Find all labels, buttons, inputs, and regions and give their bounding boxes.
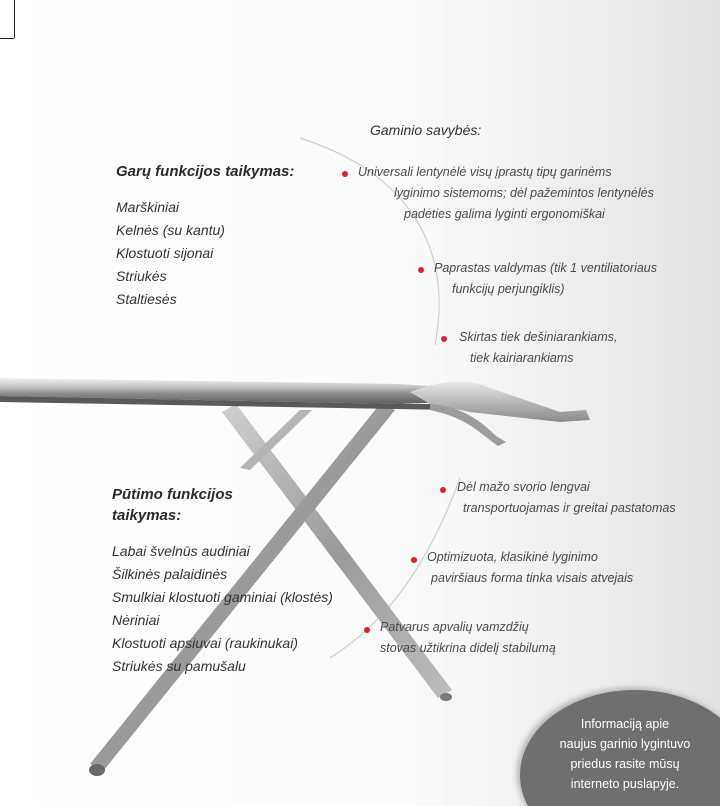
- feature-line: Paprastas valdymas (tik 1 ventiliatoriaus: [434, 261, 658, 275]
- feature-line: paviršiaus forma tinka visais atvejais: [431, 571, 634, 585]
- bullet-icon: [364, 627, 370, 633]
- list-item: Klostuoti apsiuvai (raukinukai): [112, 635, 298, 651]
- feature-item: [459, 327, 617, 369]
- blow-function-list: [112, 540, 333, 678]
- info-text: [540, 714, 710, 794]
- blow-heading-line: Pūtimo funkcijos: [112, 486, 233, 503]
- leg-foot: [89, 764, 105, 776]
- blow-heading-line: taikymas:: [112, 507, 182, 524]
- feature-line: stovas užtikrina didelį stabilumą: [380, 641, 556, 655]
- feature-item: [457, 477, 676, 519]
- feature-item: [380, 617, 556, 659]
- steam-function-list: [116, 196, 225, 311]
- blow-function-heading: [112, 484, 233, 526]
- feature-line: Dėl mažo svorio lengvai: [457, 480, 590, 494]
- info-line: naujus garinio lygintuvo: [559, 737, 691, 751]
- leg-foot: [440, 693, 452, 701]
- list-item: Šilkinės palaidinės: [112, 566, 228, 582]
- list-item: Kelnės (su kantu): [116, 222, 225, 238]
- bullet-icon: [418, 267, 424, 273]
- list-item: Labai švelnūs audiniai: [112, 543, 250, 559]
- list-item: Klostuoti sijonai: [116, 245, 214, 261]
- list-item: Smulkiai klostuoti gaminiai (klostės): [112, 589, 333, 605]
- list-item: Striukės: [116, 268, 167, 284]
- list-item: Striukės su pamušalu: [112, 658, 246, 674]
- info-line: priedus rasite mūsų: [570, 757, 680, 771]
- list-item: Staltiesės: [116, 291, 177, 307]
- feature-line: Optimizuota, klasikinė lyginimo: [427, 550, 598, 564]
- bullet-icon: [342, 171, 348, 177]
- feature-line: padėties galima lyginti ergonomiškai: [404, 207, 605, 221]
- feature-line: lyginimo sistemoms; dėl pažemintos lentynėlės: [394, 186, 654, 200]
- iron-shelf: [410, 382, 590, 422]
- list-item: Nėriniai: [112, 612, 160, 628]
- steam-function-heading: Garų funkcijos taikymas:: [116, 163, 295, 180]
- feature-line: tiek kairiarankiams: [470, 351, 574, 365]
- properties-title: Gaminio savybės:: [370, 122, 482, 138]
- feature-line: Universali lentynėlė visų įprastų tipų garinėms: [358, 165, 612, 179]
- bullet-icon: [441, 336, 447, 342]
- bullet-icon: [411, 557, 417, 563]
- feature-line: Patvarus apvalių vamzdžių: [380, 620, 529, 634]
- list-item: Marškiniai: [116, 199, 180, 215]
- feature-item: [434, 258, 657, 300]
- feature-line: Skirtas tiek dešiniarankiams,: [459, 330, 618, 344]
- feature-line: transportuojamas ir greitai pastatomas: [463, 501, 676, 515]
- info-line: interneto puslapyje.: [570, 777, 680, 791]
- feature-item: [358, 162, 654, 225]
- feature-item: [427, 547, 633, 589]
- bullet-icon: [440, 487, 446, 493]
- feature-line: funkcijų perjungiklis): [452, 282, 565, 296]
- info-line: Informaciją apie: [580, 717, 670, 731]
